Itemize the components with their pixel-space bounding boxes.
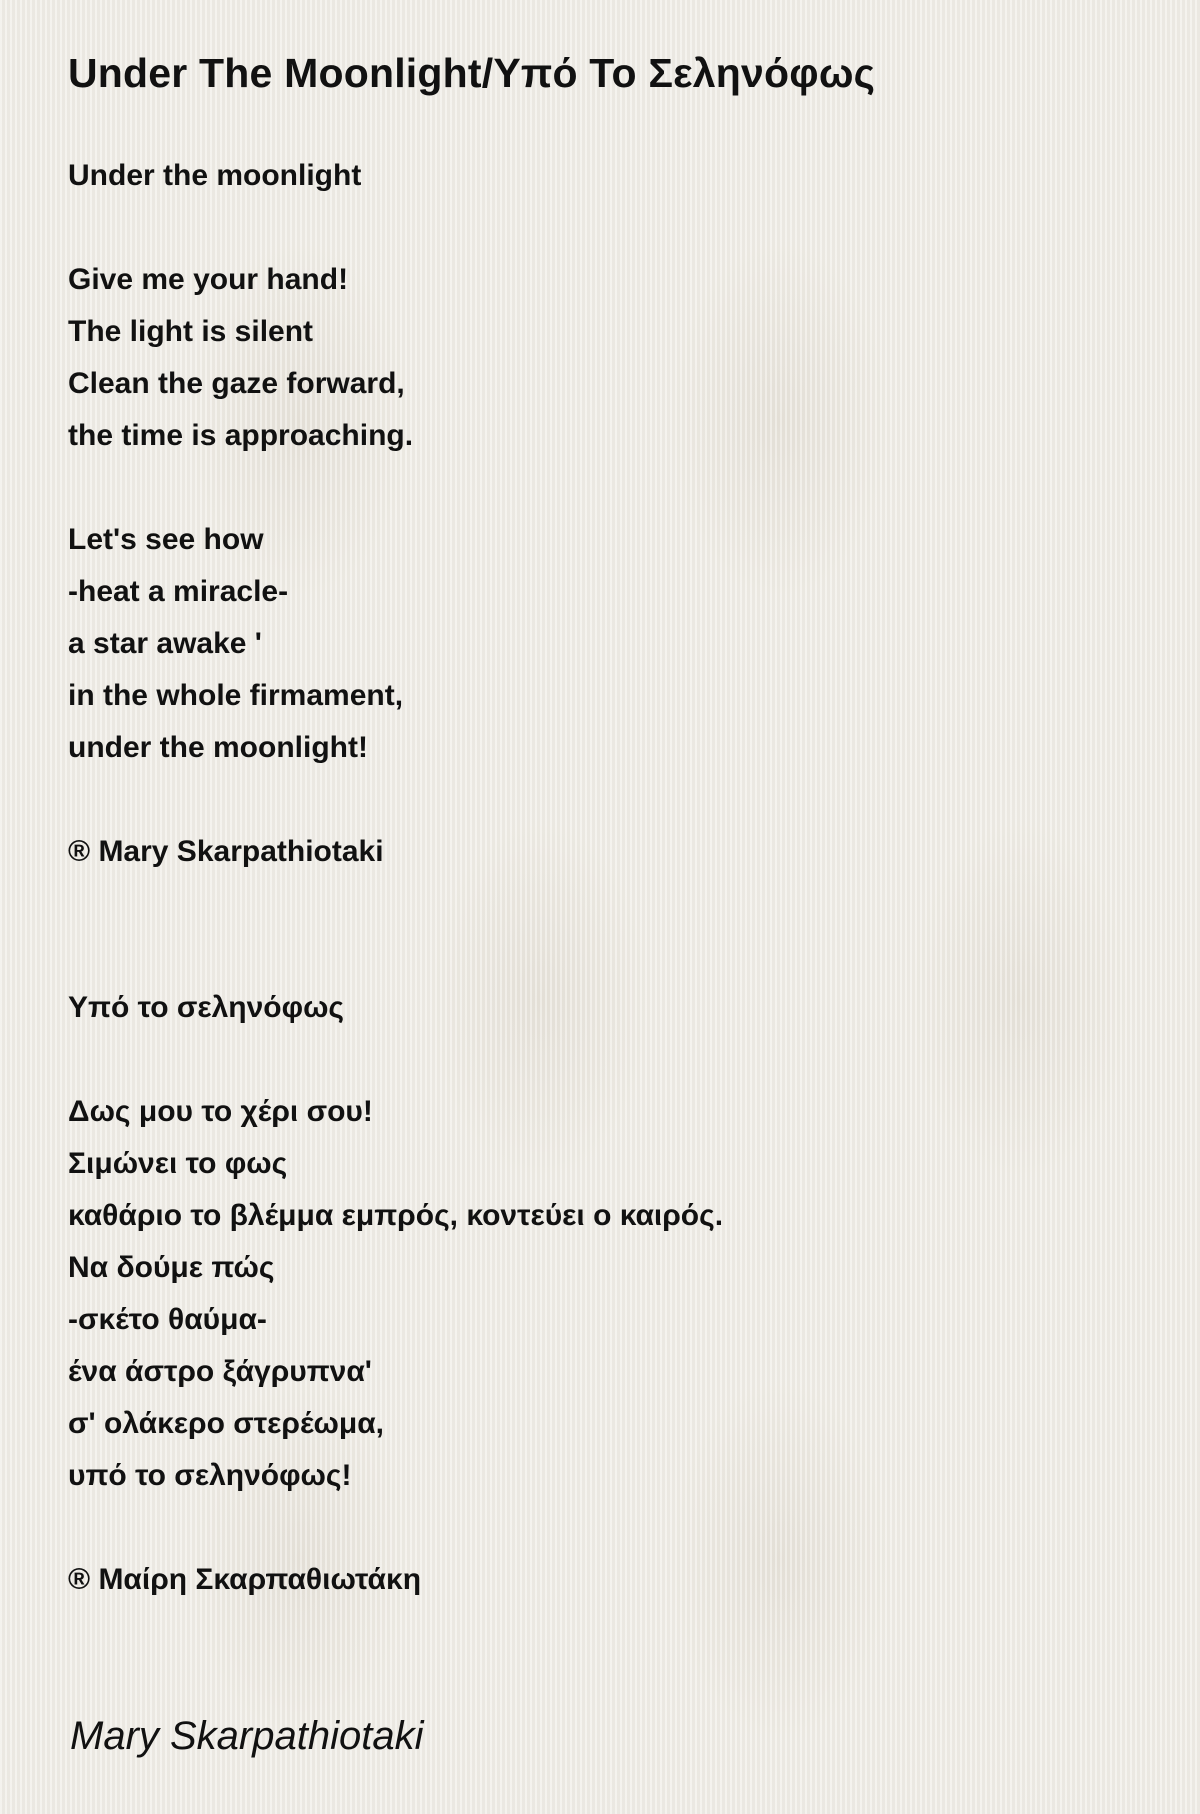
english-stanza2-line: a star awake ' (68, 627, 262, 660)
english-stanza1-line: Clean the gaze forward, (68, 367, 405, 400)
english-stanza2-line: Let's see how (68, 523, 264, 556)
greek-stanza-line: -σκέτο θαύμα- (68, 1303, 267, 1336)
english-stanza2-line: -heat a miracle- (68, 575, 289, 608)
greek-stanza-line: καθάριο το βλέμμα εμπρός, κοντεύει ο καιρός. (68, 1199, 724, 1232)
english-copyright: ® Mary Skarpathiotaki (68, 835, 384, 868)
poem-body (68, 150, 723, 1606)
english-stanza1-line: Give me your hand! (68, 263, 349, 296)
english-heading: Under the moonlight (68, 159, 362, 192)
author-signature: Mary Skarpathiotaki (70, 1714, 424, 1758)
greek-stanza-line: Να δούμε πώς (68, 1251, 275, 1284)
greek-stanza-line: σ' ολάκερο στερέωμα, (68, 1407, 384, 1440)
poem-title: Under The Moonlight/Υπό Το Σεληνόφως (68, 50, 876, 96)
english-stanza1-line: the time is approaching. (68, 419, 414, 452)
english-stanza2-line: in the whole firmament, (68, 679, 404, 712)
english-stanza1-line: The light is silent (68, 315, 314, 348)
greek-heading: Υπό το σεληνόφως (68, 991, 345, 1024)
greek-stanza-line: ένα άστρο ξάγρυπνα' (68, 1355, 372, 1388)
greek-stanza-line: Σιμώνει το φως (68, 1147, 288, 1180)
english-stanza2-line: under the moonlight! (68, 731, 368, 764)
greek-copyright: ® Μαίρη Σκαρπαθιωτάκη (68, 1563, 422, 1596)
greek-stanza-line: υπό το σεληνόφως! (68, 1459, 352, 1492)
greek-stanza-line: Δως μου το χέρι σου! (68, 1095, 373, 1128)
